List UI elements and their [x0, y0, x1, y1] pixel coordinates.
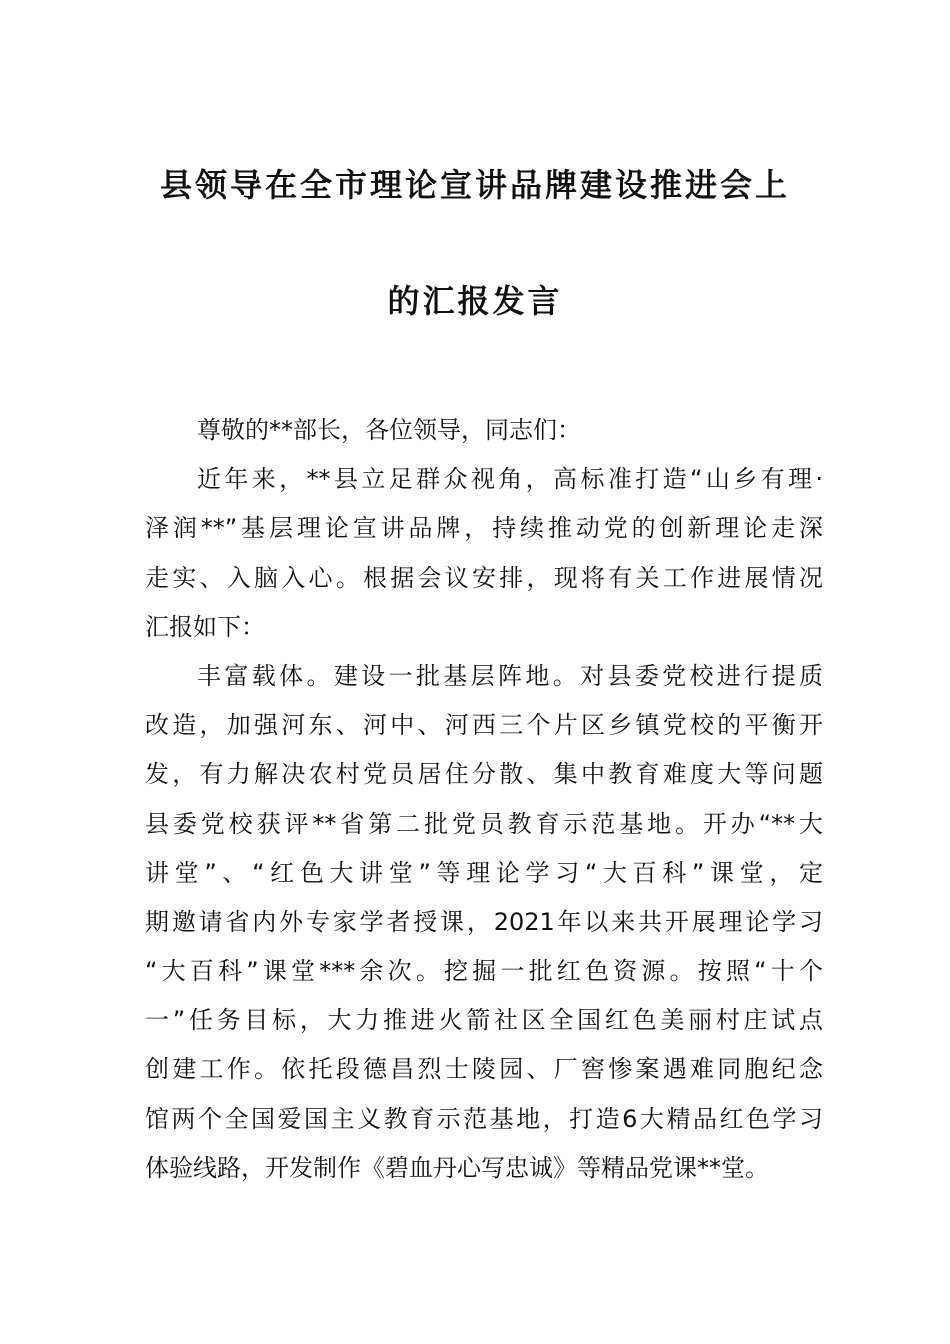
- paragraph-line: 走实、入脑入心。根据会议安排，现将有关工作进展情况: [145, 563, 823, 592]
- paragraph-line: 近年来，**县立足群众视角，高标准打造“山乡有理·: [197, 465, 823, 494]
- paragraph-line: 汇报如下：: [145, 612, 265, 641]
- document-title-line-2: 的汇报发言: [387, 282, 563, 320]
- paragraph-line: 发，有力解决农村党员居住分散、集中教育难度大等问题: [145, 760, 823, 789]
- document-body: [145, 412, 823, 1199]
- paragraph-line: 期邀请省内外专家学者授课，2021年以来共开展理论学习: [145, 907, 823, 936]
- paragraph-line: 改造，加强河东、河中、河西三个片区乡镇党校的平衡开: [145, 711, 823, 740]
- paragraph-line: 讲堂”、“红色大讲堂”等理论学习“大百科”课堂，定: [145, 858, 823, 887]
- paragraph-line: 县委党校获评**省第二批党员教育示范基地。开办“**大: [145, 809, 823, 838]
- paragraph-line: 创建工作。依托段德昌烈士陵园、厂窖惨案遇难同胞纪念: [145, 1055, 823, 1084]
- document-title-line-1: 县领导在全市理论宣讲品牌建设推进会上: [159, 166, 790, 204]
- paragraph-line: 丰富载体。建设一批基层阵地。对县委党校进行提质: [197, 661, 823, 690]
- paragraph-line: 体验线路，开发制作《碧血丹心写忠诚》等精品党课**堂。: [145, 1153, 769, 1182]
- paragraph-line: 泽润**”基层理论宣讲品牌，持续推动党的创新理论走深: [145, 514, 823, 543]
- paragraph-line: 馆两个全国爱国主义教育示范基地，打造6大精品红色学习: [145, 1104, 823, 1133]
- paragraph-line: “大百科”课堂***余次。挖掘一批红色资源。按照“十个: [145, 957, 823, 986]
- paragraph-line: 一”任务目标，大力推进火箭社区全国红色美丽村庄试点: [145, 1006, 823, 1035]
- paragraph-line: 尊敬的**部长，各位领导，同志们：: [197, 416, 581, 444]
